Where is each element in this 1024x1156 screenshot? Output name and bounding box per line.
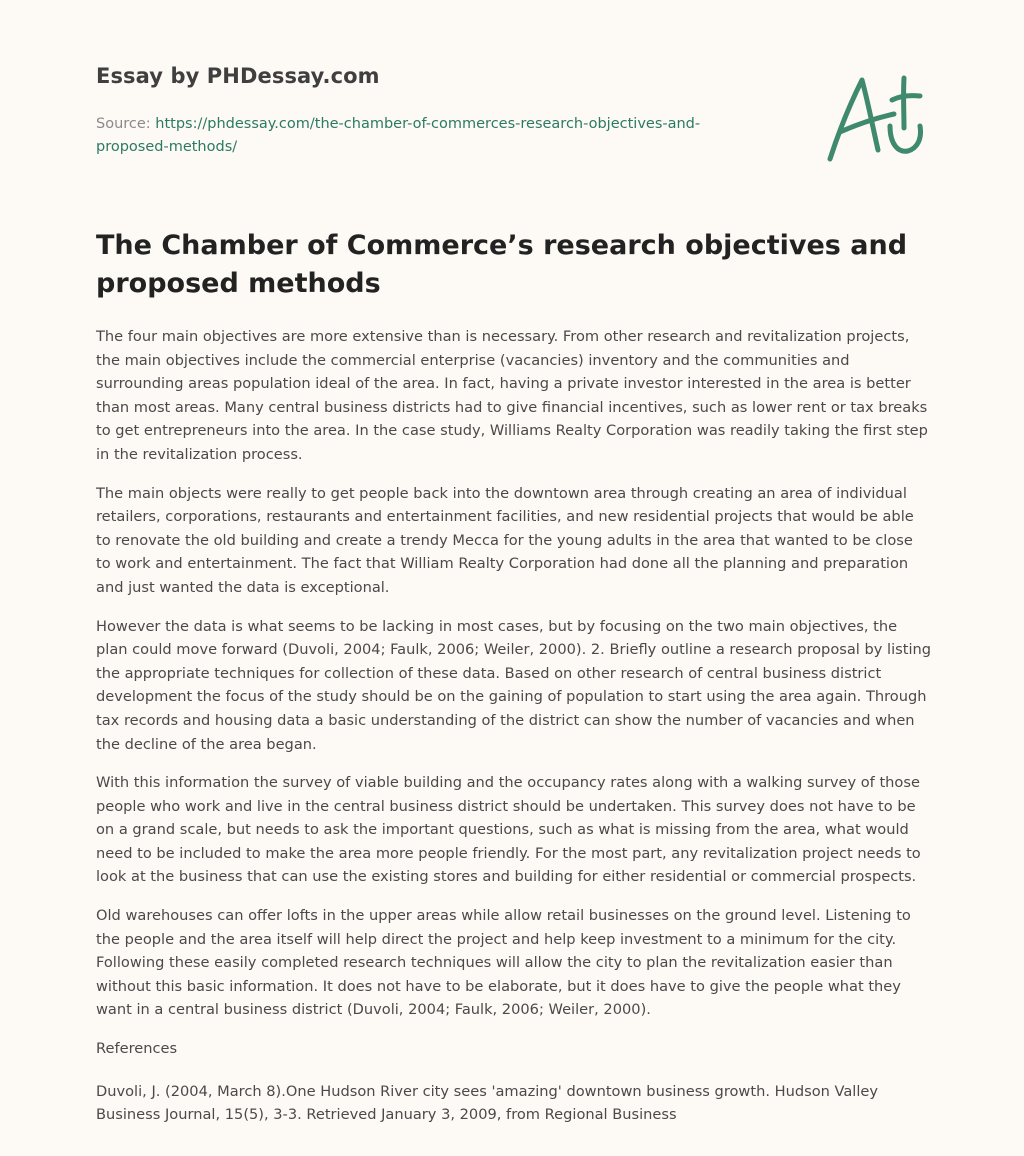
a-plus-logo (818, 66, 928, 166)
brand-header: Essay by PHDessay.com (96, 64, 380, 88)
paragraph: The four main objectives are more extensive than is necessary. From other research and revitalization projects, the main objectives include the commercial enterprise (vacancies) inventory and the communities and surrounding areas population ideal of the area. In fact, having a private investor interested in the area is better than most areas. Many central business districts had to give financial incentives, such as lower rent or tax breaks to get entrepreneurs into the area. In the case study, Williams Realty Corporation was readily taking the first step in the revitalization process. (96, 328, 928, 463)
paragraph: Old warehouses can offer lofts in the upper areas while allow retail businesses on the ground level. Listening to the people and the area itself will help direct the project and help keep investment to a minimum for the city. Following these easily completed research techniques will allow the city to plan the revitalization easier than without this basic information. It does not have to be elaborate, but it does have to give the people what they want in a central business district (Duvoli, 2004; Faulk, 2006; Weiler, 2000). (96, 907, 911, 1019)
source-line (96, 113, 756, 159)
source-link[interactable]: https://phdessay.com/the-chamber-of-commerces-research-objectives-and-proposed-methods/ (96, 116, 701, 155)
source-label: Source: (96, 116, 151, 132)
reference-item: Duvoli, J. (2004, March 8).One Hudson River city sees 'amazing' downtown business growth. Hudson Valley Business Journal, 15(5), 3-3. Retrieved January 3, 2009, from Regional Business (96, 1082, 879, 1124)
paragraph: With this information the survey of viable building and the occupancy rates along with a walking survey of those people who work and live in the central business district should be undertaken. This survey does not have to be on a grand scale, but needs to ask the important questions, such as what is missing from the area, what would need to be included to make the area more people friendly. For the most part, any revitalization project needs to look at the business that can use the existing stores and building for either residential or commercial prospects. (96, 774, 921, 886)
paragraph: The main objects were really to get people back into the downtown area through creating an area of individual retailers, corporations, restaurants and entertainment facilities, and new residential projects that would be able to renovate the old building and create a trendy Mecca for the young adults in the area that wanted to be close to work and entertainment. The fact that William Realty Corporation had done all the planning and preparation and just wanted the data is exceptional. (96, 484, 914, 596)
references-heading: References (96, 1040, 178, 1058)
page-title: The Chamber of Commerce’s research objectives and proposed methods (96, 230, 908, 299)
article-body (96, 325, 932, 1142)
paragraph: However the data is what seems to be lacking in most cases, but by focusing on the two main objectives, the plan could move forward (Duvoli, 2004; Faulk, 2006; Weiler, 2000). 2. Briefly outline a research proposal by listing the appropriate techniques for collection of these data. Based on other research of central business district development the focus of the study should be on the gaining of population to start using the area again. Through tax records and housing data a basic understanding of the district can show the number of vacancies and when the decline of the area began. (96, 617, 932, 753)
